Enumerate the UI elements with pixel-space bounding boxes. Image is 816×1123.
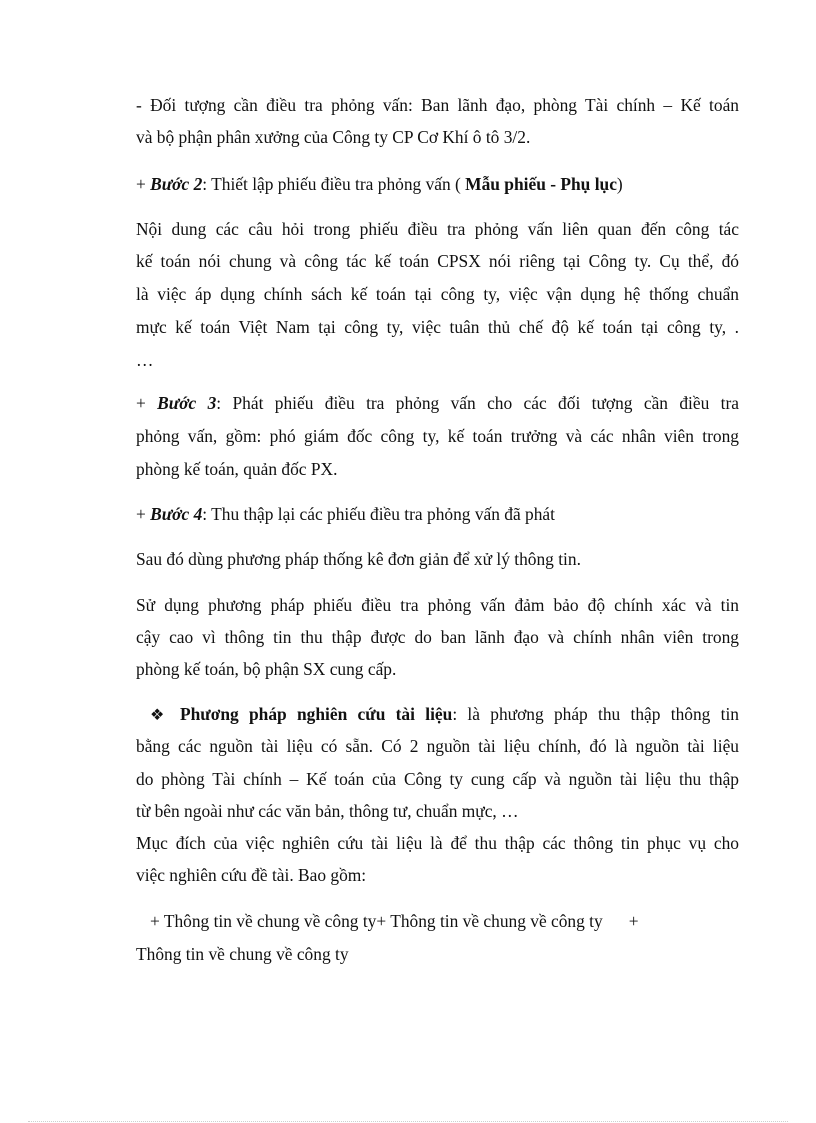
diamond-bullet-icon: ❖ [150, 707, 165, 724]
step4-line [136, 503, 739, 525]
step3-line1 [136, 392, 739, 414]
interview-subjects-line1: - Đối tượng cần điều tra phỏng vấn: Ban lãnh đạo, phòng Tài chính – Kế toán [136, 95, 739, 115]
doc-research-line2: bằng các nguồn tài liệu có sẵn. Có 2 nguồn tài liệu chính, đó là nguồn tài liệu [136, 736, 739, 756]
doc-research-line4: từ bên ngoài như các văn bản, thông tư, chuẩn mực, … [136, 801, 519, 821]
step2-text: : Thiết lập phiếu điều tra phỏng vấn ( [202, 174, 466, 194]
step2-line [136, 173, 739, 195]
step2-close: ) [616, 174, 623, 194]
content-para-line5: … [136, 350, 154, 370]
step3-prefix: + [136, 393, 158, 413]
doc-research-title: Phương pháp nghiên cứu tài liệu [180, 704, 453, 724]
includes-line1: + Thông tin về chung về công ty+ Thông tin về chung về công ty + [150, 911, 639, 931]
reliability-para-line1: Sử dụng phương pháp phiếu điều tra phỏng vấn đảm bảo độ chính xác và tin [136, 595, 739, 615]
content-para-line4: mực kế toán Việt Nam tại công ty, việc tuân thủ chế độ kế toán tại công ty, . [136, 317, 739, 337]
content-para-line1: Nội dung các câu hỏi trong phiếu điều tra phỏng vấn liên quan đến công tác [136, 219, 739, 239]
step4-prefix: + [136, 504, 151, 524]
reliability-para-line2: cậy cao vì thông tin thu thập được do ban lãnh đạo và chính nhân viên trong [136, 627, 739, 647]
step3-line3: phòng kế toán, quản đốc PX. [136, 459, 338, 479]
purpose-para-line1: Mục đích của việc nghiên cứu tài liệu là để thu thập các thông tin phục vụ cho [136, 833, 739, 853]
step2-form-label: Mẫu phiếu [465, 174, 546, 194]
step3-line1-text: : Phát phiếu điều tra phỏng vấn cho các đối tượng cần điều tra [216, 393, 739, 413]
step3-label: Bước 3 [157, 393, 217, 413]
doc-research-line1-text: : là phương pháp thu thập thông tin [452, 704, 739, 724]
includes-line2: Thông tin về chung về công ty [136, 944, 349, 964]
step4-label: Bước 4 [150, 504, 203, 524]
doc-research-line3: do phòng Tài chính – Kế toán của Công ty cung cấp và nguồn tài liệu thu thập [136, 769, 739, 789]
step2-appendix-label: Phụ lục [560, 174, 617, 194]
doc-research-line1 [150, 703, 739, 727]
content-para-line3: là việc áp dụng chính sách kế toán tại công ty, việc vận dụng hệ thống chuẩn [136, 284, 739, 304]
purpose-para-line2: việc nghiên cứu đề tài. Bao gồm: [136, 865, 367, 885]
step2-prefix: + [136, 174, 151, 194]
content-para-line2: kế toán nói chung và công tác kế toán CPSX nói riêng tại Công ty. Cụ thể, đó [136, 251, 739, 271]
step4-text: : Thu thập lại các phiếu điều tra phỏng vấn đã phát [202, 504, 555, 524]
reliability-para-line3: phòng kế toán, bộ phận SX cung cấp. [136, 659, 397, 679]
interview-subjects-line2: và bộ phận phân xưởng của Công ty CP Cơ Khí ô tô 3/2. [136, 127, 531, 147]
step3-line2: phỏng vấn, gồm: phó giám đốc công ty, kế toán trưởng và các nhân viên trong [136, 426, 739, 446]
step2-dash: - [545, 174, 561, 194]
stats-line: Sau đó dùng phương pháp thống kê đơn giản để xử lý thông tin. [136, 549, 581, 569]
page-bottom-rule [28, 1121, 788, 1122]
step2-label: Bước 2 [150, 174, 203, 194]
